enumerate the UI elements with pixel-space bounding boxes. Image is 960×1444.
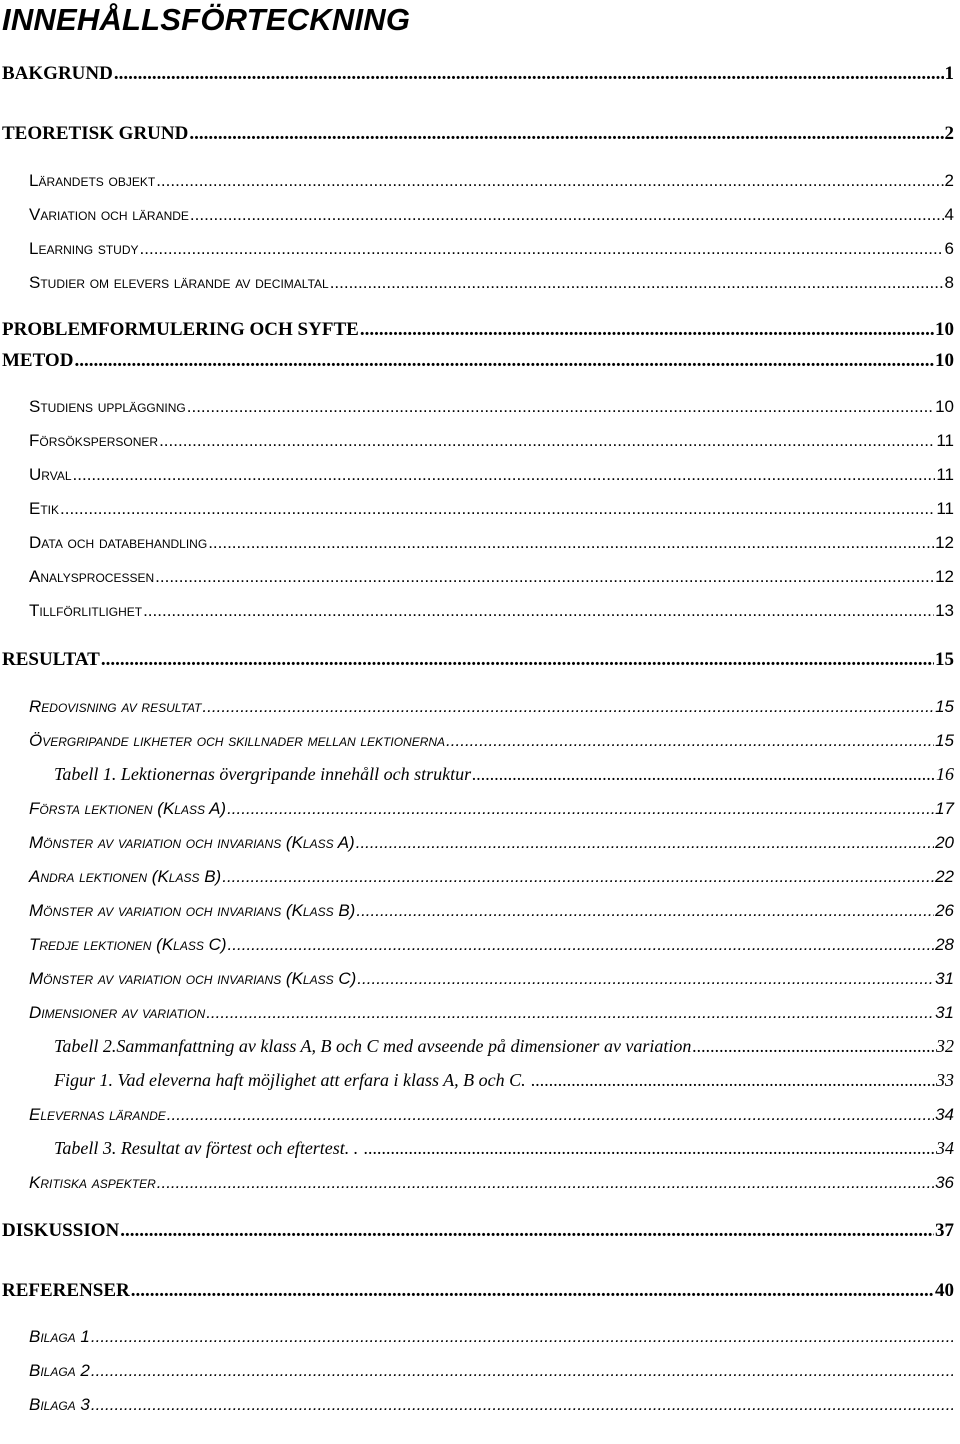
toc-entry[interactable] [2,320,954,339]
toc-entry[interactable] [29,1362,954,1379]
toc-entry[interactable] [29,534,954,551]
toc-dot-leader [202,698,934,715]
toc-entry-title: Försökspersoner [29,431,159,450]
toc-entry-title: Bilaga 1 [29,1327,90,1346]
toc-page-number: 17 [935,799,954,818]
toc-dot-leader [74,351,934,370]
toc-dot-leader [228,936,935,953]
toc-entry-title: Mönster av variation och invarians (Klass C) [29,969,357,988]
toc-dot-leader [208,534,934,551]
toc-entry[interactable] [29,1004,954,1021]
toc-entry[interactable] [2,650,954,669]
toc-dot-leader [364,1139,935,1157]
toc-dot-leader [143,602,934,619]
toc-page-number: 20 [935,833,954,852]
toc-entry-title: Tabell 3. Resultat av förtest och eftertest. . [54,1138,363,1158]
toc-dot-leader [114,64,944,83]
toc-page-number: 10 [935,350,954,371]
toc-dot-leader [222,868,934,885]
toc-entry[interactable] [29,206,954,223]
toc-entry-title: Tillförlitlighet [29,601,143,620]
toc-dot-leader [357,970,934,987]
toc-page-number: 10 [935,319,954,340]
toc-entry[interactable] [29,800,954,817]
toc-dot-leader [227,800,934,817]
toc-entry[interactable] [29,970,954,987]
toc-entry-title: Etik [29,499,60,518]
toc-entry-title: Elevernas lärande [29,1105,166,1124]
toc-entry[interactable] [29,1396,954,1413]
toc-entry-title: RESULTAT [2,649,100,670]
toc-entry-title: Lärandets objekt [29,171,156,190]
toc-dot-leader [140,240,944,257]
toc-entry-title: Bilaga 2 [29,1361,90,1380]
toc-entry[interactable] [29,1106,954,1123]
toc-entry-title: TEORETISK GRUND [2,123,189,144]
toc-entry[interactable] [54,1139,954,1157]
toc-entry-title: Variation och lärande [29,205,189,224]
toc-dot-leader [73,466,936,483]
toc-entry[interactable] [29,500,954,517]
toc-entry[interactable] [2,1281,954,1300]
page-title: INNEHÅLLSFÖRTECKNING [2,2,411,37]
toc-page-number: 10 [935,397,954,416]
toc-dot-leader [91,1396,953,1413]
toc-dot-leader [330,274,944,291]
toc-dot-leader [101,650,934,669]
toc-entry[interactable] [29,902,954,919]
toc-dot-leader [360,320,934,339]
toc-dot-leader [446,732,934,749]
toc-entry-title: Kritiska aspekter [29,1173,156,1192]
toc-dot-leader [531,1071,935,1089]
toc-page-number: 16 [936,764,954,784]
toc-page-number: 36 [935,1173,954,1192]
toc-page-number: 6 [944,239,954,258]
toc-dot-leader [206,1004,934,1021]
toc-entry[interactable] [29,1328,954,1345]
toc-dot-leader [472,765,935,783]
toc-entry-title: Studiens uppläggning [29,397,186,416]
toc-page-number: 12 [935,533,954,552]
toc-entry[interactable] [54,1037,954,1055]
toc-dot-leader [356,834,934,851]
toc-entry-title: Andra lektionen (Klass B) [29,867,222,886]
toc-dot-leader [356,902,934,919]
toc-entry[interactable] [29,602,954,619]
toc-entry[interactable] [29,568,954,585]
toc-entry-title: Data och databehandling [29,533,208,552]
toc-dot-leader [157,1174,934,1191]
toc-entry-title: Tabell 1. Lektionernas övergripande innehåll och struktur [54,764,472,784]
toc-entry[interactable] [54,1071,954,1089]
toc-entry[interactable] [2,124,954,143]
toc-dot-leader [167,1106,934,1123]
toc-entry[interactable] [29,1174,954,1191]
toc-entry[interactable] [29,274,954,291]
toc-entry[interactable] [29,732,954,749]
toc-entry-title: Första lektionen (Klass A) [29,799,227,818]
toc-entry-title: Mönster av variation och invarians (Klass A) [29,833,355,852]
toc-entry[interactable] [29,868,954,885]
toc-entry[interactable] [29,398,954,415]
toc-page-number: 34 [935,1105,954,1124]
toc-entry-title: Figur 1. Vad eleverna haft möjlighet att erfara i klass A, B och C. [54,1070,531,1090]
toc-page-number: 15 [935,697,954,716]
toc-page-number: 13 [935,601,954,620]
toc-page-number: 28 [935,935,954,954]
toc-entry[interactable] [29,698,954,715]
toc-page-number: 37 [935,1220,954,1241]
toc-page-number: 34 [936,1138,954,1158]
toc-page-number: 31 [935,969,954,988]
toc-dot-leader [91,1328,953,1345]
toc-page-number: 12 [935,567,954,586]
toc-entry[interactable] [2,351,954,370]
toc-page-number: 32 [936,1036,954,1056]
toc-entry[interactable] [29,432,954,449]
toc-page-number: 22 [935,867,954,886]
toc-entry-title: Bilaga 3 [29,1395,90,1414]
toc-page-number: 8 [944,273,954,292]
toc-dot-leader [189,124,943,143]
toc-entry-title: DISKUSSION [2,1220,120,1241]
toc-page-number: 33 [936,1070,954,1090]
toc-page-number: 26 [935,901,954,920]
toc-entry[interactable] [2,1221,954,1240]
toc-entry-title: METOD [2,350,74,371]
toc-entry[interactable] [29,172,954,189]
toc-entry-title: Redovisning av resultat [29,697,202,716]
toc-page-number: 2 [944,171,954,190]
toc-page-number: 15 [935,731,954,750]
toc-dot-leader [60,500,935,517]
toc-page-number: 2 [944,123,954,144]
toc-entry[interactable] [54,765,954,783]
toc-dot-leader [692,1037,935,1055]
toc-page-number: 11 [936,431,954,450]
toc-page-number: 31 [935,1003,954,1022]
toc-dot-leader [155,568,934,585]
toc-entry[interactable] [29,834,954,851]
toc-page-number: 4 [944,205,954,224]
toc-page-number: 1 [944,63,954,84]
toc-entry-title: Urval [29,465,72,484]
toc-entry-title: PROBLEMFORMULERING OCH SYFTE [2,319,359,340]
toc-entry[interactable] [29,466,954,483]
toc-entry[interactable] [2,64,954,83]
toc-page-number: 40 [935,1280,954,1301]
toc-entry[interactable] [29,936,954,953]
toc-dot-leader [156,172,943,189]
toc-entry-title: Tredje lektionen (Klass C) [29,935,227,954]
toc-page-number: 11 [936,465,954,484]
toc-entry-title: Tabell 2.Sammanfattning av klass A, B och C med avseende på dimensioner av variation [54,1036,692,1056]
toc-entry-title: Studier om elevers lärande av decimaltal [29,273,329,292]
toc-entry-title: Learning study [29,239,139,258]
toc-dot-leader [187,398,934,415]
toc-dot-leader [190,206,944,223]
toc-entry-title: Analysprocessen [29,567,155,586]
toc-entry-title: REFERENSER [2,1280,130,1301]
toc-dot-leader [120,1221,934,1240]
toc-entry-title: Mönster av variation och invarians (Klass B) [29,901,356,920]
toc-entry[interactable] [29,240,954,257]
toc-entry-title: BAKGRUND [2,63,113,84]
toc-entry-title: Övergripande likheter och skillnader mellan lektionerna [29,731,446,750]
toc-entry-title: Dimensioner av variation [29,1003,206,1022]
toc-page-number: 11 [936,499,954,518]
toc-dot-leader [159,432,935,449]
toc-page-number: 15 [935,649,954,670]
toc-dot-leader [131,1281,934,1300]
toc-dot-leader [91,1362,953,1379]
